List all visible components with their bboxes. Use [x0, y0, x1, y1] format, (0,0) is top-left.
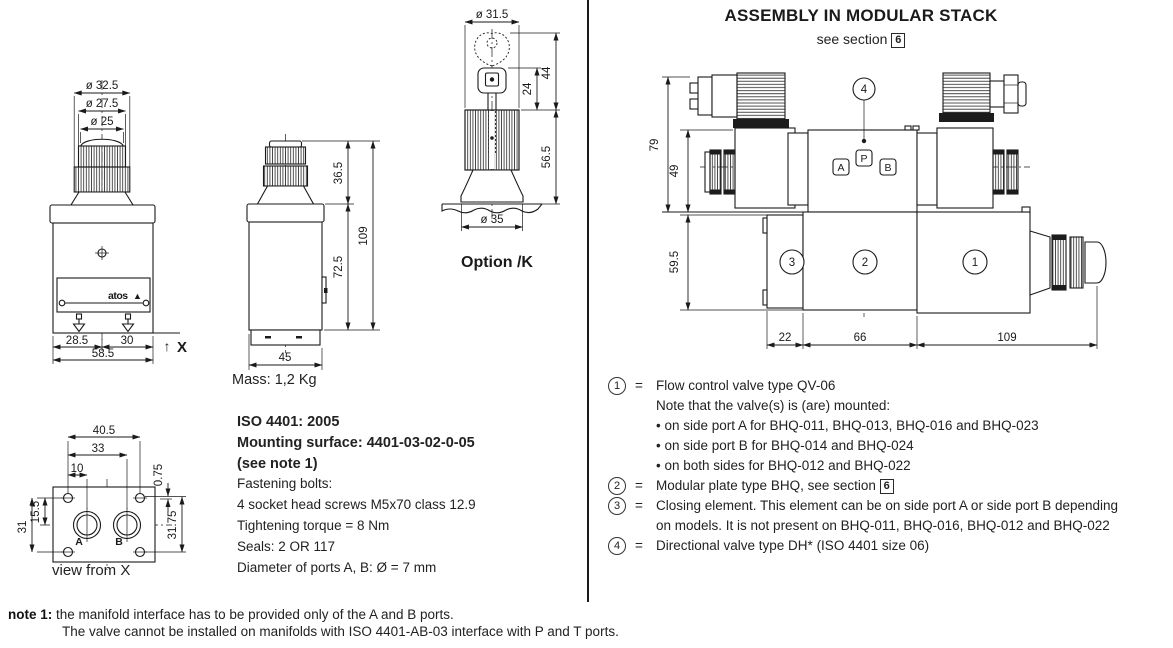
svg-text:4: 4	[860, 84, 868, 96]
flow-control-valve	[917, 207, 1106, 313]
svg-text:ø 25: ø 25	[90, 116, 114, 128]
atos-logo: atos	[108, 290, 128, 302]
svg-text:66: 66	[853, 332, 867, 344]
legend-1-bullet2: • on side port B for BHQ-014 and BHQ-024	[656, 436, 1158, 456]
directional-valve	[788, 126, 937, 212]
legend	[608, 376, 1158, 556]
legend-item-3	[608, 496, 1158, 536]
left-connector	[690, 73, 789, 128]
knob-front	[71, 139, 133, 205]
section-divider	[587, 0, 589, 602]
legend-3-text: Closing element. This element can be on side port A or side port B depending on models. It is not present on BHQ-011, BHQ-016, BHQ-012 and BHQ-022	[656, 498, 1119, 533]
svg-text:A: A	[837, 162, 845, 174]
iso-title: ISO 4401: 2005	[237, 414, 340, 430]
iso-line: Fastening bolts:	[237, 476, 333, 492]
iso-line: Tightening torque = 8 Nm	[237, 517, 390, 533]
svg-text:10: 10	[70, 463, 84, 475]
view-from-x-drawing	[10, 405, 210, 580]
legend-num-1: 1	[608, 377, 626, 395]
front-view-drawing	[20, 58, 220, 370]
svg-text:49: 49	[669, 164, 681, 178]
mass-label: Mass: 1,2 Kg	[232, 372, 317, 388]
svg-text:↑: ↑	[163, 338, 171, 354]
lock-knob	[461, 110, 523, 202]
legend-2-text: Modular plate type BHQ, see section	[656, 478, 876, 493]
svg-text:ø 32.5: ø 32.5	[85, 80, 119, 92]
view-from-x-caption: view from X	[52, 562, 131, 579]
svg-text:P: P	[860, 153, 868, 165]
svg-text:1: 1	[971, 257, 979, 269]
svg-text:0.75: 0.75	[153, 463, 165, 487]
legend-1-bullet3: • on both sides for BHQ-012 and BHQ-022	[656, 456, 1158, 476]
iso-see-note: (see note 1)	[237, 455, 318, 472]
footnote-line1: note 1: the manifold interface has to be provided only of the A and B ports.	[8, 607, 454, 622]
legend-item-1	[608, 376, 1158, 476]
iso-spec-block	[237, 412, 567, 578]
assembly-drawing	[620, 55, 1170, 355]
svg-text:24: 24	[522, 82, 534, 96]
svg-text:2: 2	[861, 257, 869, 269]
option-k-drawing	[430, 5, 595, 245]
svg-text:30: 30	[120, 335, 134, 347]
equals-sign: =	[635, 538, 643, 553]
equals-sign: =	[635, 478, 643, 493]
port-label-a	[833, 159, 849, 175]
svg-text:79: 79	[649, 138, 661, 152]
mounting-plate	[53, 487, 155, 562]
svg-text:45: 45	[278, 352, 292, 364]
dim-49	[669, 130, 733, 212]
svg-text:109: 109	[358, 226, 370, 246]
callout-1	[963, 250, 987, 274]
legend-1-bullet1: • on side port A for BHQ-011, BHQ-013, BHQ-016 and BHQ-023	[656, 416, 1158, 436]
legend-num-4: 4	[608, 537, 626, 555]
legend-item-2	[608, 476, 1158, 496]
equals-sign: =	[635, 378, 643, 393]
assembly-subtitle: see section 6	[622, 31, 1100, 48]
port-label-b	[880, 159, 896, 175]
atos-logo-mark-icon: ▲	[133, 291, 142, 301]
right-solenoid	[937, 128, 1018, 208]
svg-text:B: B	[115, 536, 123, 548]
assembly-title: ASSEMBLY IN MODULAR STACK	[724, 6, 998, 25]
svg-text:3: 3	[788, 257, 796, 269]
iso-line: 4 socket head screws M5x70 class 12.9	[237, 497, 476, 513]
svg-text:44: 44	[541, 66, 553, 80]
svg-text:31.75: 31.75	[167, 510, 179, 540]
dim-79	[649, 77, 690, 212]
svg-text:31: 31	[17, 520, 29, 534]
footnote	[8, 606, 619, 640]
iso-line: Diameter of ports A, B: Ø = 7 mm	[237, 559, 437, 575]
callout-3	[780, 250, 804, 274]
svg-text:40.5: 40.5	[92, 425, 116, 437]
svg-text:X: X	[176, 339, 188, 356]
legend-item-4	[608, 536, 1158, 556]
section-ref-box: 6	[891, 33, 905, 48]
callout-2	[853, 250, 877, 274]
svg-text:36.5: 36.5	[333, 161, 345, 185]
dim-widths-front	[53, 335, 153, 364]
option-k-caption: Option /K	[461, 254, 533, 271]
legend-num-3: 3	[608, 497, 626, 515]
svg-text:56.5: 56.5	[541, 145, 553, 169]
valve-body-side	[247, 204, 328, 345]
svg-text:15.5: 15.5	[30, 500, 42, 524]
svg-text:ø 35: ø 35	[480, 214, 504, 226]
svg-text:72.5: 72.5	[333, 255, 345, 279]
svg-text:22: 22	[778, 332, 792, 344]
iso-line: Seals: 2 OR 117	[237, 538, 336, 554]
legend-1-line2: Note that the valve(s) is (are) mounted:	[656, 398, 891, 413]
svg-text:59.5: 59.5	[669, 250, 681, 274]
svg-text:ø 27.5: ø 27.5	[85, 98, 119, 110]
footnote-line2: The valve cannot be installed on manifolds with ISO 4401-AB-03 interface with P and T ports.	[62, 624, 619, 639]
svg-text:58.5: 58.5	[91, 348, 115, 360]
svg-text:ø 31.5: ø 31.5	[475, 9, 509, 21]
section-ref-box: 6	[880, 479, 894, 494]
iso-mounting-surface: Mounting surface: 4401-03-02-0-05	[237, 434, 475, 451]
right-connector	[939, 73, 1026, 122]
side-view-drawing	[240, 128, 390, 378]
equals-sign: =	[635, 498, 643, 513]
svg-text:A: A	[75, 536, 83, 548]
view-axis-x	[164, 338, 188, 356]
valve-body-front	[50, 205, 180, 333]
knob-side	[258, 141, 314, 204]
legend-1-line1: Flow control valve type QV-06	[656, 378, 836, 393]
left-solenoid	[705, 128, 795, 208]
svg-text:B: B	[884, 162, 892, 174]
svg-text:109: 109	[997, 332, 1017, 344]
assembly-title-block	[622, 6, 1100, 48]
legend-4-text: Directional valve type DH* (ISO 4401 size 06)	[656, 538, 930, 553]
legend-num-2: 2	[608, 477, 626, 495]
svg-text:33: 33	[91, 443, 105, 455]
footnote-label: note 1:	[8, 607, 53, 622]
svg-text:28.5: 28.5	[65, 335, 89, 347]
port-label-p	[856, 150, 872, 166]
